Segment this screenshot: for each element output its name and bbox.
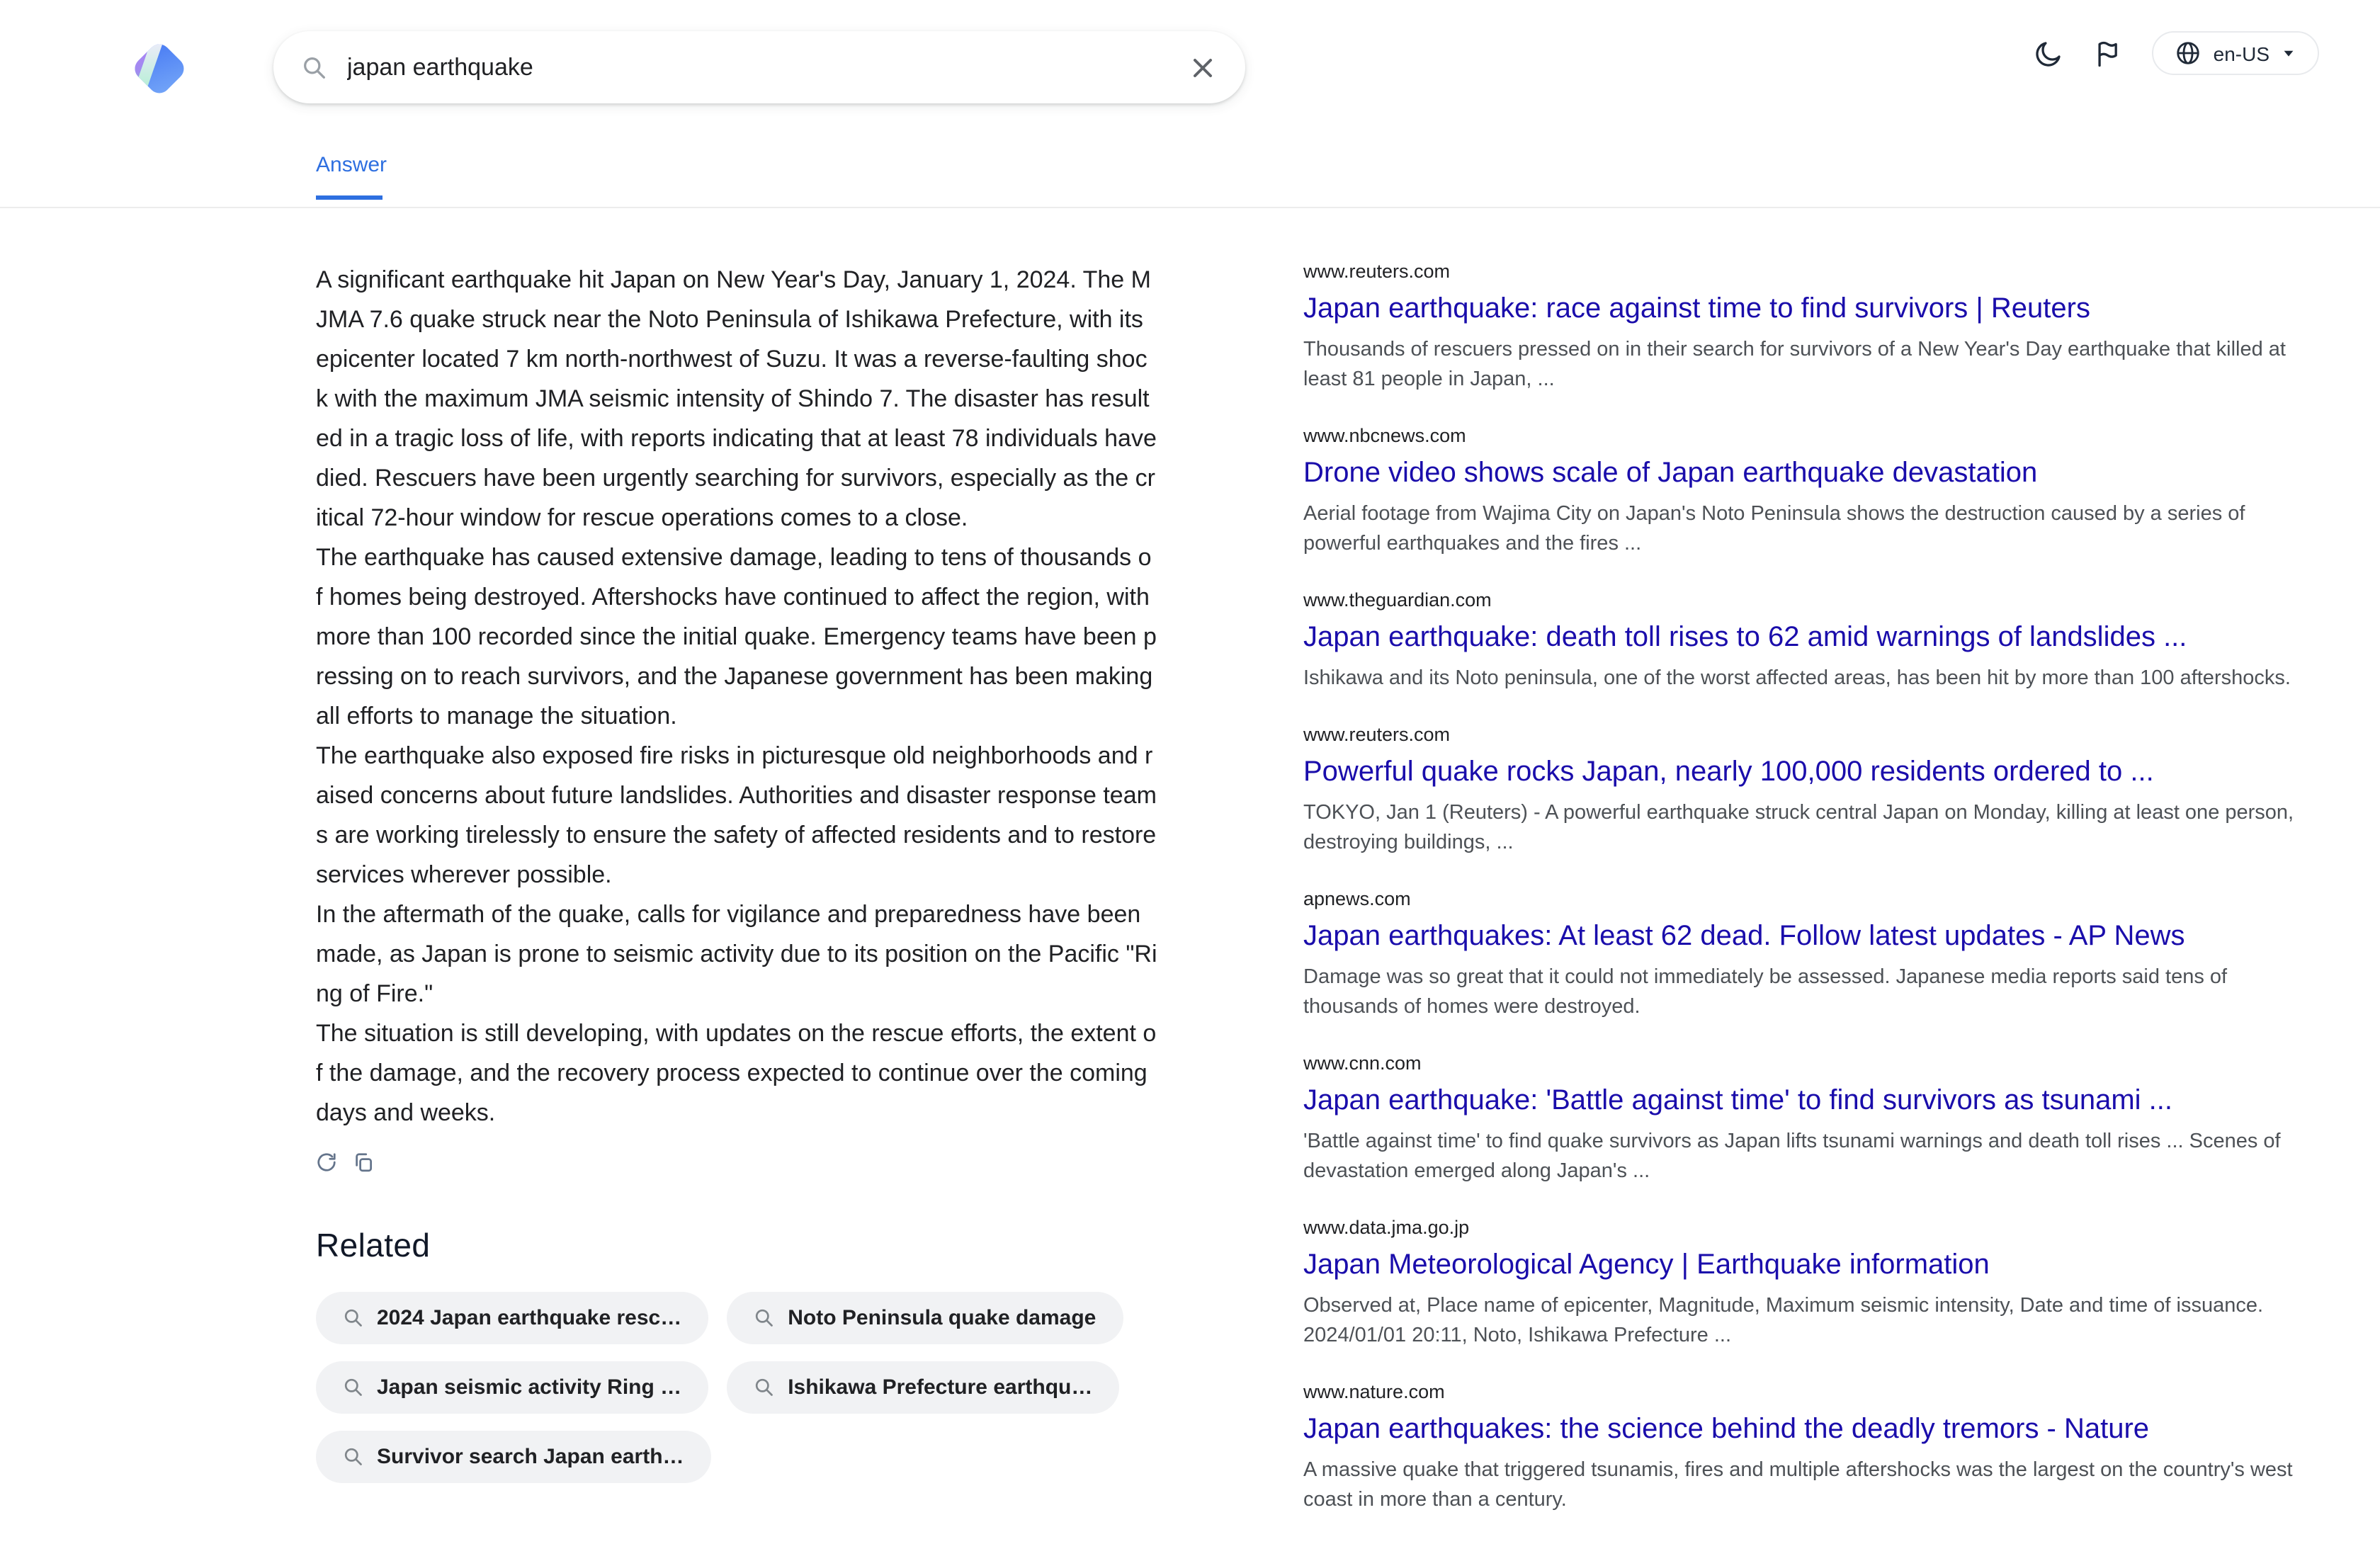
result-title-link[interactable]: Japan Meteorological Agency | Earthquake information [1303, 1249, 1990, 1281]
result-title-link[interactable]: Drone video shows scale of Japan earthquake devastation [1303, 458, 2038, 489]
result-snippet: Damage was so great that it could not immediately be assessed. Japanese media reports said tens of thousands of homes were destroyed. [1303, 966, 2228, 1018]
result-url: www.cnn.com [1303, 1052, 1422, 1074]
related-query-pill[interactable] [727, 1361, 1119, 1414]
result-snippet: Observed at, Place name of epicenter, Magnitude, Maximum seismic intensity, Date and time of issuance. 2024/01/01 20:11, Noto, Ishikawa Prefecture ... [1303, 1295, 2264, 1347]
related-section [316, 1227, 1157, 1483]
search-result [1303, 887, 2320, 1023]
result-url: www.nature.com [1303, 1381, 1445, 1402]
caret-down-icon [2281, 45, 2296, 61]
answer-column [316, 261, 1157, 1483]
result-title-link[interactable]: Japan earthquakes: the science behind the deadly tremors - Nature [1303, 1414, 2150, 1445]
search-icon [302, 55, 327, 80]
result-snippet: TOKYO, Jan 1 (Reuters) - A powerful earthquake struck central Japan on Monday, killing at least one person, destroying buildings, ... [1303, 802, 2294, 854]
result-url: www.data.jma.go.jp [1303, 1217, 1470, 1238]
result-snippet: Ishikawa and its Noto peninsula, one of the worst affected areas, has been hit by more than 100 aftershocks. [1303, 667, 2291, 690]
result-snippet: 'Battle against time' to find quake survivors as Japan lifts tsunami warnings and death toll rises ... Scenes of devastation emerged along Japan's ... [1303, 1130, 2281, 1183]
copy-button[interactable] [353, 1152, 374, 1173]
search-result [1303, 588, 2320, 694]
search-icon [343, 1307, 364, 1329]
app-logo[interactable] [128, 37, 191, 101]
flag-icon [2093, 38, 2124, 69]
header-divider [0, 207, 2380, 208]
regenerate-button[interactable] [316, 1152, 337, 1173]
feedback-flag-button[interactable] [2093, 38, 2124, 69]
search-result [1303, 722, 2320, 858]
related-title: Related [316, 1227, 431, 1264]
result-url: www.nbcnews.com [1303, 425, 1466, 446]
answer-paragraph: The earthquake has caused extensive damage, leading to tens of thousands of homes being destroyed. Aftershocks have continued to affect the region, with more than 100 recorded since the initial quake. Emergency teams have been pressing on to reach survivors, and the Japanese government has been making all efforts to manage the situation. [316, 544, 1157, 730]
result-title-link[interactable]: Japan earthquake: death toll rises to 62 amid warnings of landslides ... [1303, 622, 2187, 653]
related-query-label: Japan seismic activity Ring … [377, 1375, 682, 1400]
answer-paragraph: The earthquake also exposed fire risks in picturesque old neighborhoods and raised concerns about future landslides. Authorities and disaster response teams are working tirelessly to ensure the safety of affected residents and to restore services wherever possible. [316, 742, 1157, 888]
language-selector[interactable] [2153, 31, 2319, 75]
answer-paragraph: The situation is still developing, with updates on the rescue efforts, the extent of the damage, and the recovery process expected to continue over the coming days and weeks. [316, 1020, 1157, 1126]
related-query-label: 2024 Japan earthquake resc… [377, 1306, 682, 1330]
related-query-pill[interactable] [316, 1292, 708, 1344]
diamond-logo-icon [128, 37, 191, 101]
related-query-label: Noto Peninsula quake damage [788, 1306, 1096, 1330]
search-icon [343, 1377, 364, 1398]
result-url: www.reuters.com [1303, 261, 1451, 282]
search-result [1303, 1215, 2320, 1351]
related-query-label: Survivor search Japan earth… [377, 1445, 684, 1469]
result-snippet: Aerial footage from Wajima City on Japan's Noto Peninsula shows the destruction caused by a series of powerful earthquakes and the fires ... [1303, 503, 2245, 555]
result-title-link[interactable]: Japan earthquakes: At least 62 dead. Follow latest updates - AP News [1303, 921, 2185, 952]
related-query-pill[interactable] [727, 1292, 1123, 1344]
search-icon [343, 1446, 364, 1468]
result-snippet: Thousands of rescuers pressed on in their search for survivors of a New Year's Day earthquake that killed at least 81 people in Japan, ... [1303, 339, 2286, 391]
tab-answer[interactable] [316, 153, 387, 200]
language-label: en-US [2213, 42, 2270, 64]
answer-paragraph: A significant earthquake hit Japan on New Year's Day, January 1, 2024. The MJMA 7.6 quake struck near the Noto Peninsula of Ishikawa Prefecture, with its epicenter located 7 km north-northwest of Suzu. It was a reverse-faulting shock with the maximum JMA seismic intensity of Shindo 7. The disaster has resulted in a tragic loss of life, with reports indicating that at least 78 individuals have died. Rescuers have been urgently searching for survivors, especially as the critical 72-hour window for rescue operations comes to a close. [316, 266, 1157, 531]
search-result [1303, 1051, 2320, 1187]
result-snippet: A massive quake that triggered tsunamis, fires and multiple aftershocks was the largest on the country's west coast in more than a century. [1303, 1459, 2293, 1511]
moon-icon [2034, 38, 2065, 69]
search-icon [754, 1377, 775, 1398]
search-result [1303, 1380, 2320, 1516]
result-title-link[interactable]: Japan earthquake: 'Battle against time' to find survivors as tsunami ... [1303, 1085, 2173, 1116]
result-url: apnews.com [1303, 888, 1411, 909]
close-icon [1189, 53, 1217, 81]
answer-paragraph: In the aftermath of the quake, calls for vigilance and preparedness have been made, as Japan is prone to seismic activity due to its position on the Pacific "Ring of Fire." [316, 901, 1157, 1007]
globe-icon [2175, 40, 2202, 67]
search-input[interactable] [347, 53, 1189, 81]
regenerate-icon [316, 1152, 337, 1173]
search-result [1303, 259, 2320, 395]
related-query-pill[interactable] [316, 1361, 708, 1414]
dark-mode-toggle-button[interactable] [2034, 38, 2065, 69]
copy-icon [353, 1152, 374, 1173]
result-url: www.reuters.com [1303, 724, 1451, 745]
search-result [1303, 424, 2320, 560]
search-icon [754, 1307, 775, 1329]
answer-actions [316, 1152, 1157, 1173]
header-controls [2034, 31, 2319, 75]
related-query-pill[interactable] [316, 1431, 711, 1483]
related-query-label: Ishikawa Prefecture earthqu… [788, 1375, 1093, 1400]
search-bar [273, 31, 1245, 103]
tab-active-underline [316, 195, 382, 200]
search-results-list [1303, 259, 2320, 1544]
clear-search-button[interactable] [1189, 53, 1217, 81]
result-title-link[interactable]: Japan earthquake: race against time to find survivors | Reuters [1303, 293, 2090, 324]
tab-answer-label: Answer [316, 153, 387, 177]
result-url: www.theguardian.com [1303, 589, 1492, 611]
answer-text [316, 261, 1157, 1133]
related-pills [316, 1292, 1166, 1483]
result-title-link[interactable]: Powerful quake rocks Japan, nearly 100,000 residents ordered to ... [1303, 756, 2154, 788]
